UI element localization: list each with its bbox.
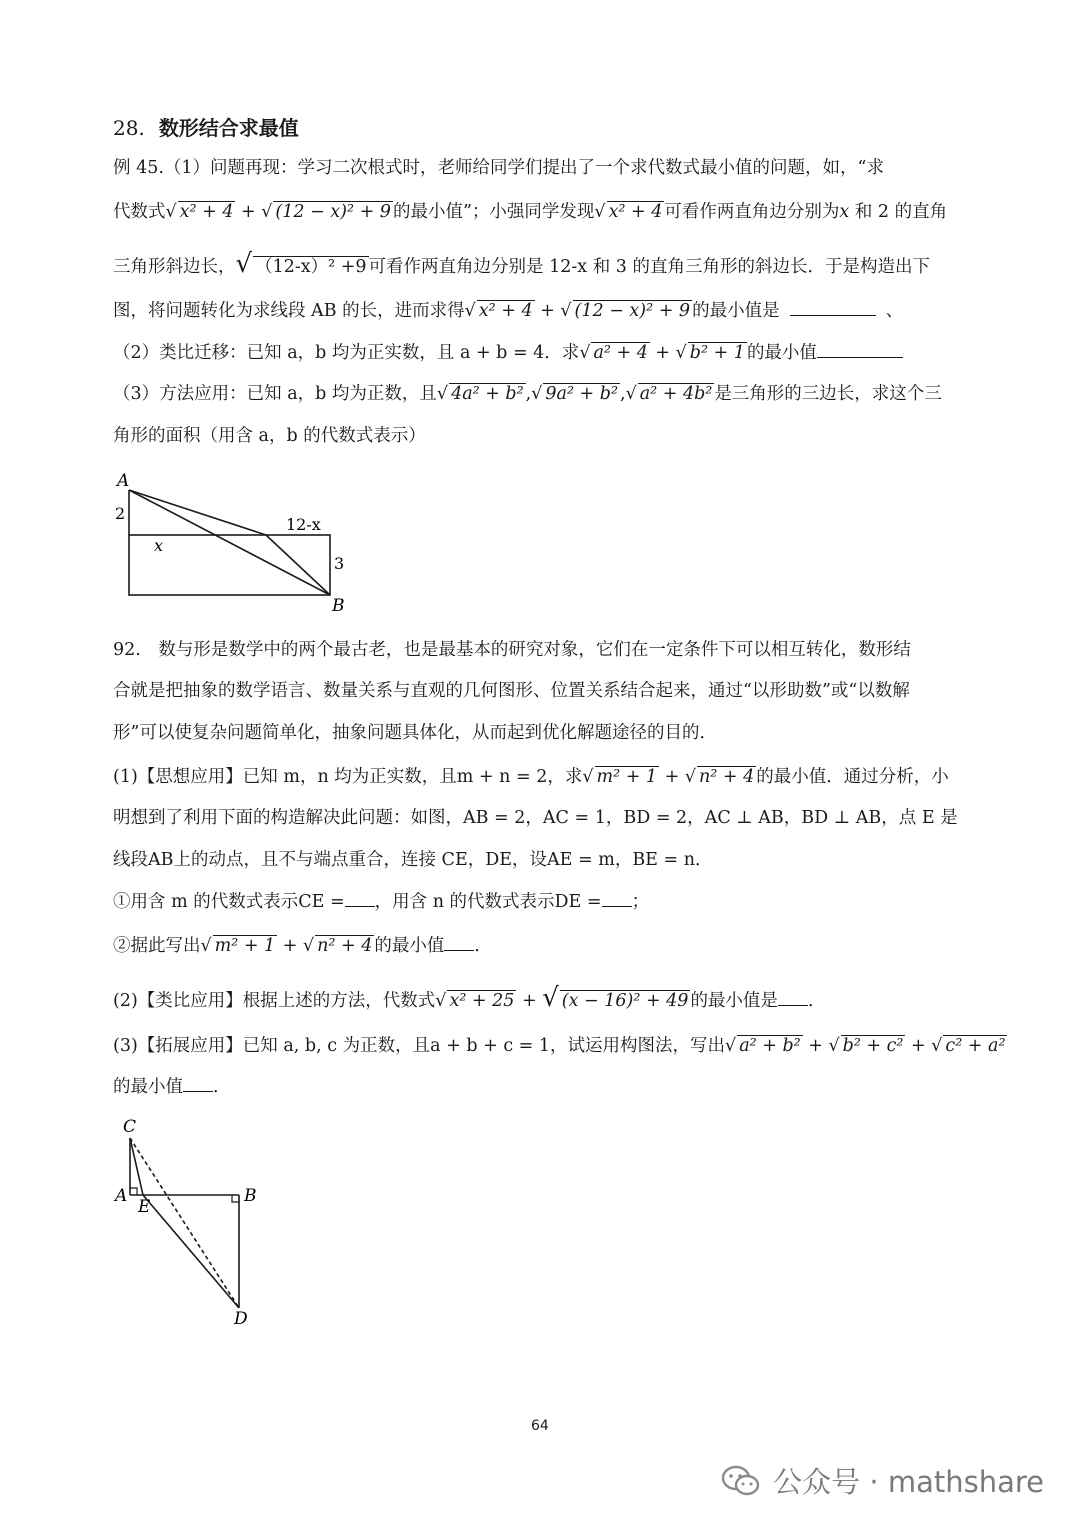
p92-line-2: 合就是把抽象的数学语言、数量关系与直观的几何图形、位置关系结合起来，通过“以形助数”或“以数解 (113, 681, 910, 701)
figure-perpendicular-construction (108, 1112, 268, 1327)
p92-q2-line: (2)【类比应用】根据上述的方法，代数式√ x² + 25 + √ (x − 16)² + 49 的最小值是 ． (113, 986, 825, 1013)
answer-blank (602, 906, 632, 907)
segment-A-to-P (129, 490, 266, 535)
segment-CE (130, 1138, 143, 1195)
p92-q3-line-2: 的最小值 ． (113, 1077, 231, 1097)
ex45-line-7: 角形的面积（用含 a，b 的代数式表示） (113, 426, 426, 446)
p92-line-3: 形”可以使复杂问题简单化，抽象问题具体化，从而起到优化解题途径的目的． (113, 723, 717, 743)
right-angle-mark-B (232, 1195, 239, 1202)
label-2: 2 (115, 504, 126, 523)
segment-CD-dashed (130, 1138, 239, 1308)
right-angle-mark-A (130, 1188, 137, 1195)
ex45-line-2: 代数式√ x² + 4 + √ (12 − x)² + 9 的最小值”；小强同学发现√ x² + 4 可看作两直角边分别为x 和 2 的直角 (113, 200, 947, 224)
page-number: 64 (531, 1418, 549, 1434)
p92-q1-line-2: 明想到了利用下面的构造解决此问题：如图，AB = 2，AC = 1，BD = 2，AC ⊥ AB，BD ⊥ AB，点 E 是 (113, 808, 958, 828)
ex45-line-4: 图，将问题转化为求线段 AB 的长，进而求得√ x² + 4 + √ (12 − x)² + 9 的最小值是 、 (113, 299, 903, 323)
label-B: B (244, 1186, 257, 1206)
figure-rectangle-construction (110, 466, 360, 616)
p92-q3-line-1: (3)【拓展应用】已知 a, b, c 为正数，且a + b + c = 1，试运用构图法，写出√ a² + b² + √ b² + c² + √ c² + a² (113, 1034, 1007, 1058)
watermark-text: 公众号 · mathshare (773, 1465, 1044, 1499)
section-number: 28. (113, 116, 145, 140)
section-heading: 数形结合求最值 (158, 116, 299, 140)
segment-ED (143, 1195, 239, 1308)
p92-q1-line-1: (1)【思想应用】已知 m，n 均为正实数，且m + n = 2，求√ m² + 1 + √ n² + 4 的最小值．通过分析，小 (113, 765, 949, 789)
ex45-line-3: 三角形斜边长，√ （12-x）² +9 可看作两直角边分别是 12-x 和 3 的直角三角形的斜边长．于是构造出下 (113, 252, 930, 279)
segment-P-to-B (266, 535, 330, 595)
label-3: 3 (334, 554, 345, 573)
section-title (113, 112, 299, 141)
watermark (721, 1460, 1044, 1504)
answer-blank (817, 357, 903, 358)
label-B: B (332, 596, 345, 616)
p92-q1-line-3: 线段AB上的动点，且不与端点重合，连接 CE，DE，设AE = m，BE = n． (113, 850, 713, 870)
ex45-line-1: 例 45.（1）问题再现：学习二次根式时，老师给同学们提出了一个求代数式最小值的问题，如，“求 (113, 158, 884, 178)
answer-blank (778, 1005, 808, 1006)
ex45-label: 例 45. (113, 158, 164, 178)
p92-line-1: 92. 数与形是数学中的两个最古老，也是最基本的研究对象，它们在一定条件下可以相互转化，数形结 (113, 640, 911, 660)
ex45-line-6: （3）方法应用：已知 a，b 均为正数，且√ 4a² + b² ,√ 9a² + b² ,√ a² + 4b² 是三角形的三边长，求这个三 (113, 382, 942, 406)
label-E: E (138, 1197, 151, 1217)
p92-q1-line-4: ①用含 m 的代数式表示CE = ，用含 n 的代数式表示DE = ； (113, 892, 650, 912)
label-C: C (123, 1117, 137, 1137)
ex45-line-5: （2）类比迁移：已知 a，b 均为正实数，且 a + b = 4．求√ a² + 4 + √ b² + 1 的最小值 (113, 341, 903, 365)
label-12-x: 12-x (286, 515, 321, 534)
answer-blank (444, 950, 474, 951)
label-A: A (115, 1186, 128, 1206)
label-A: A (117, 471, 130, 491)
answer-blank (345, 906, 375, 907)
wechat-icon (721, 1465, 761, 1504)
p92-q1-line-5: ②据此写出√ m² + 1 + √ n² + 4 的最小值 ． (113, 934, 492, 958)
answer-blank (183, 1091, 213, 1092)
label-D: D (234, 1309, 248, 1327)
answer-blank (790, 315, 876, 316)
label-x: x (154, 536, 164, 555)
